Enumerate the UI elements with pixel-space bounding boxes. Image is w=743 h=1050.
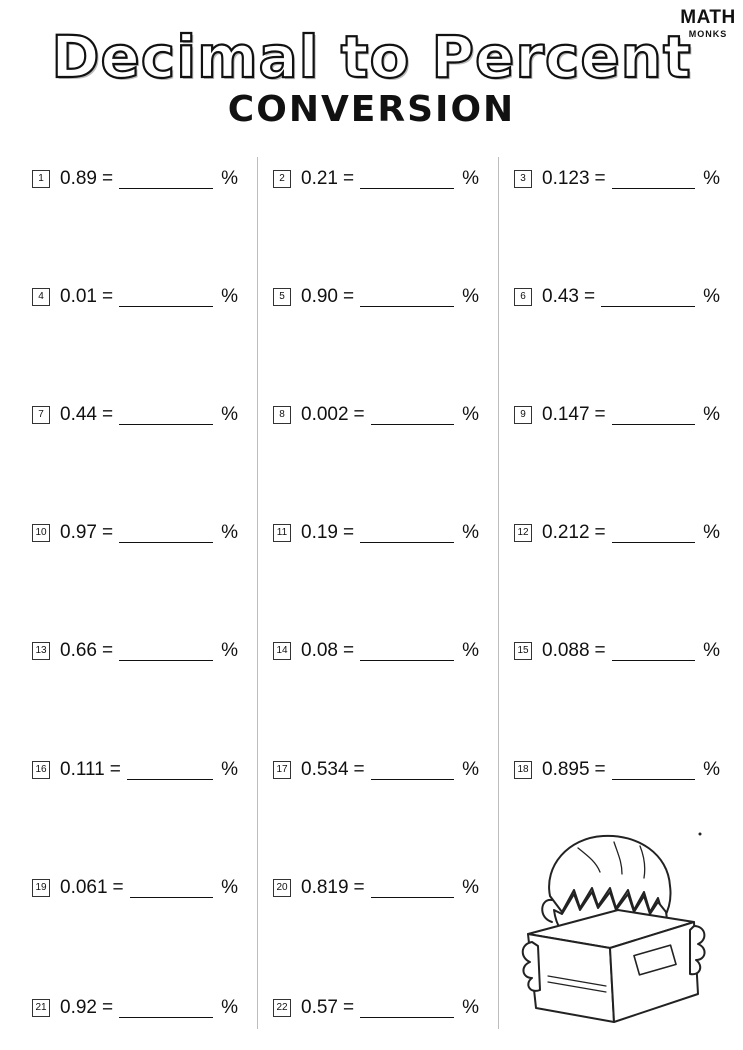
percent-sign: % [703,286,720,307]
problem-item [273,637,479,665]
answer-blank[interactable] [612,524,695,543]
decimal-value: 0.97 [60,522,97,543]
answer-blank[interactable] [130,879,213,898]
decimal-value: 0.002 [301,404,349,425]
decimal-value: 0.819 [301,877,349,898]
sparkle-dot [699,833,702,836]
column-divider [257,157,258,1029]
equals-sign: = [353,404,365,425]
percent-sign: % [703,168,720,189]
decimal-value: 0.44 [60,404,97,425]
percent-sign: % [462,404,479,425]
equals-sign: = [594,640,606,661]
percent-sign: % [221,286,238,307]
problem-item [514,401,720,429]
problem-number: 17 [273,761,291,779]
answer-blank[interactable] [612,642,695,661]
problem-item [32,519,238,547]
worksheet-subtitle: CONVERSION [227,89,516,130]
problem-item [514,519,720,547]
problem-number: 4 [32,288,50,306]
equals-sign: = [342,522,355,543]
percent-sign: % [703,404,720,425]
answer-blank[interactable] [119,406,213,425]
equals-sign: = [101,997,114,1018]
percent-sign: % [462,877,479,898]
problem-item [514,637,720,665]
percent-sign: % [462,522,479,543]
problem-number: 6 [514,288,532,306]
decimal-value: 0.534 [301,759,349,780]
column-divider [498,157,499,1029]
problem-number: 16 [32,761,50,779]
problem-number: 11 [273,524,291,542]
answer-blank[interactable] [119,642,213,661]
logo-wordmark-bottom: MONKS [688,29,728,39]
hand-right [690,926,705,974]
decimal-value: 0.088 [542,640,590,661]
answer-blank[interactable] [371,761,454,780]
answer-blank[interactable] [612,761,695,780]
problem-number: 5 [273,288,291,306]
percent-sign: % [221,404,238,425]
decimal-value: 0.147 [542,404,590,425]
problem-number: 12 [514,524,532,542]
answer-blank[interactable] [360,999,454,1018]
decimal-value: 0.21 [301,168,338,189]
answer-blank[interactable] [612,406,695,425]
ear [542,900,552,922]
problem-number: 1 [32,170,50,188]
decimal-value: 0.111 [60,759,105,780]
answer-blank[interactable] [371,406,454,425]
problem-number: 18 [514,761,532,779]
problem-item [273,401,479,429]
equals-sign: = [101,522,114,543]
equals-sign: = [594,759,606,780]
percent-sign: % [221,877,238,898]
child-reading-illustration [518,826,708,1026]
equals-sign: = [342,997,355,1018]
decimal-value: 0.43 [542,286,579,307]
problem-item [273,519,479,547]
problem-number: 15 [514,642,532,660]
answer-blank[interactable] [119,288,213,307]
answer-blank[interactable] [119,170,213,189]
problem-number: 3 [514,170,532,188]
equals-sign: = [109,759,121,780]
answer-blank[interactable] [601,288,695,307]
problem-item [273,994,479,1022]
decimal-value: 0.08 [301,640,338,661]
problem-number: 19 [32,879,50,897]
problem-item [514,756,720,784]
problem-number: 7 [32,406,50,424]
problem-item [32,994,238,1022]
percent-sign: % [462,759,479,780]
percent-sign: % [462,640,479,661]
equals-sign: = [101,640,114,661]
equals-sign: = [594,522,606,543]
problem-item [32,874,238,902]
answer-blank[interactable] [612,170,695,189]
decimal-value: 0.89 [60,168,97,189]
problem-item [32,165,238,193]
answer-blank[interactable] [371,879,454,898]
percent-sign: % [462,997,479,1018]
decimal-value: 0.19 [301,522,338,543]
percent-sign: % [462,168,479,189]
percent-sign: % [221,168,238,189]
percent-sign: % [462,286,479,307]
logo-wordmark-top: MATH [680,7,736,28]
answer-blank[interactable] [119,524,213,543]
equals-sign: = [342,286,355,307]
percent-sign: % [221,997,238,1018]
percent-sign: % [703,640,720,661]
equals-sign: = [342,640,355,661]
problem-item [32,283,238,311]
problem-item [514,283,720,311]
problem-item [273,283,479,311]
problem-number: 10 [32,524,50,542]
decimal-value: 0.123 [542,168,590,189]
answer-blank[interactable] [127,761,213,780]
equals-sign: = [342,168,355,189]
equals-sign: = [101,404,114,425]
hand-left [523,942,540,991]
percent-sign: % [221,640,238,661]
answer-blank[interactable] [360,524,454,543]
equals-sign: = [101,168,114,189]
problem-number: 21 [32,999,50,1017]
decimal-value: 0.212 [542,522,590,543]
equals-sign: = [353,759,365,780]
equals-sign: = [353,877,365,898]
problem-item [32,637,238,665]
answer-blank[interactable] [360,170,454,189]
decimal-value: 0.895 [542,759,590,780]
answer-blank[interactable] [360,642,454,661]
worksheet-title: Decimal to Percent [51,23,692,91]
answer-blank[interactable] [360,288,454,307]
problem-item [32,756,238,784]
problem-item [32,401,238,429]
problem-item [273,874,479,902]
percent-sign: % [703,522,720,543]
answer-blank[interactable] [119,999,213,1018]
decimal-value: 0.061 [60,877,108,898]
decimal-value: 0.66 [60,640,97,661]
problem-item [273,165,479,193]
problem-item [273,756,479,784]
percent-sign: % [221,522,238,543]
equals-sign: = [594,404,606,425]
decimal-value: 0.01 [60,286,97,307]
problem-number: 2 [273,170,291,188]
equals-sign: = [594,168,606,189]
problem-number: 9 [514,406,532,424]
problem-number: 13 [32,642,50,660]
percent-sign: % [703,759,720,780]
equals-sign: = [101,286,114,307]
problem-number: 8 [273,406,291,424]
percent-sign: % [221,759,238,780]
decimal-value: 0.92 [60,997,97,1018]
problem-number: 22 [273,999,291,1017]
book-front-left [528,934,614,1022]
math-monks-logo [677,8,739,40]
problem-number: 14 [273,642,291,660]
problem-number: 20 [273,879,291,897]
decimal-value: 0.57 [301,997,338,1018]
problem-item [514,165,720,193]
equals-sign: = [112,877,124,898]
equals-sign: = [583,286,596,307]
decimal-value: 0.90 [301,286,338,307]
